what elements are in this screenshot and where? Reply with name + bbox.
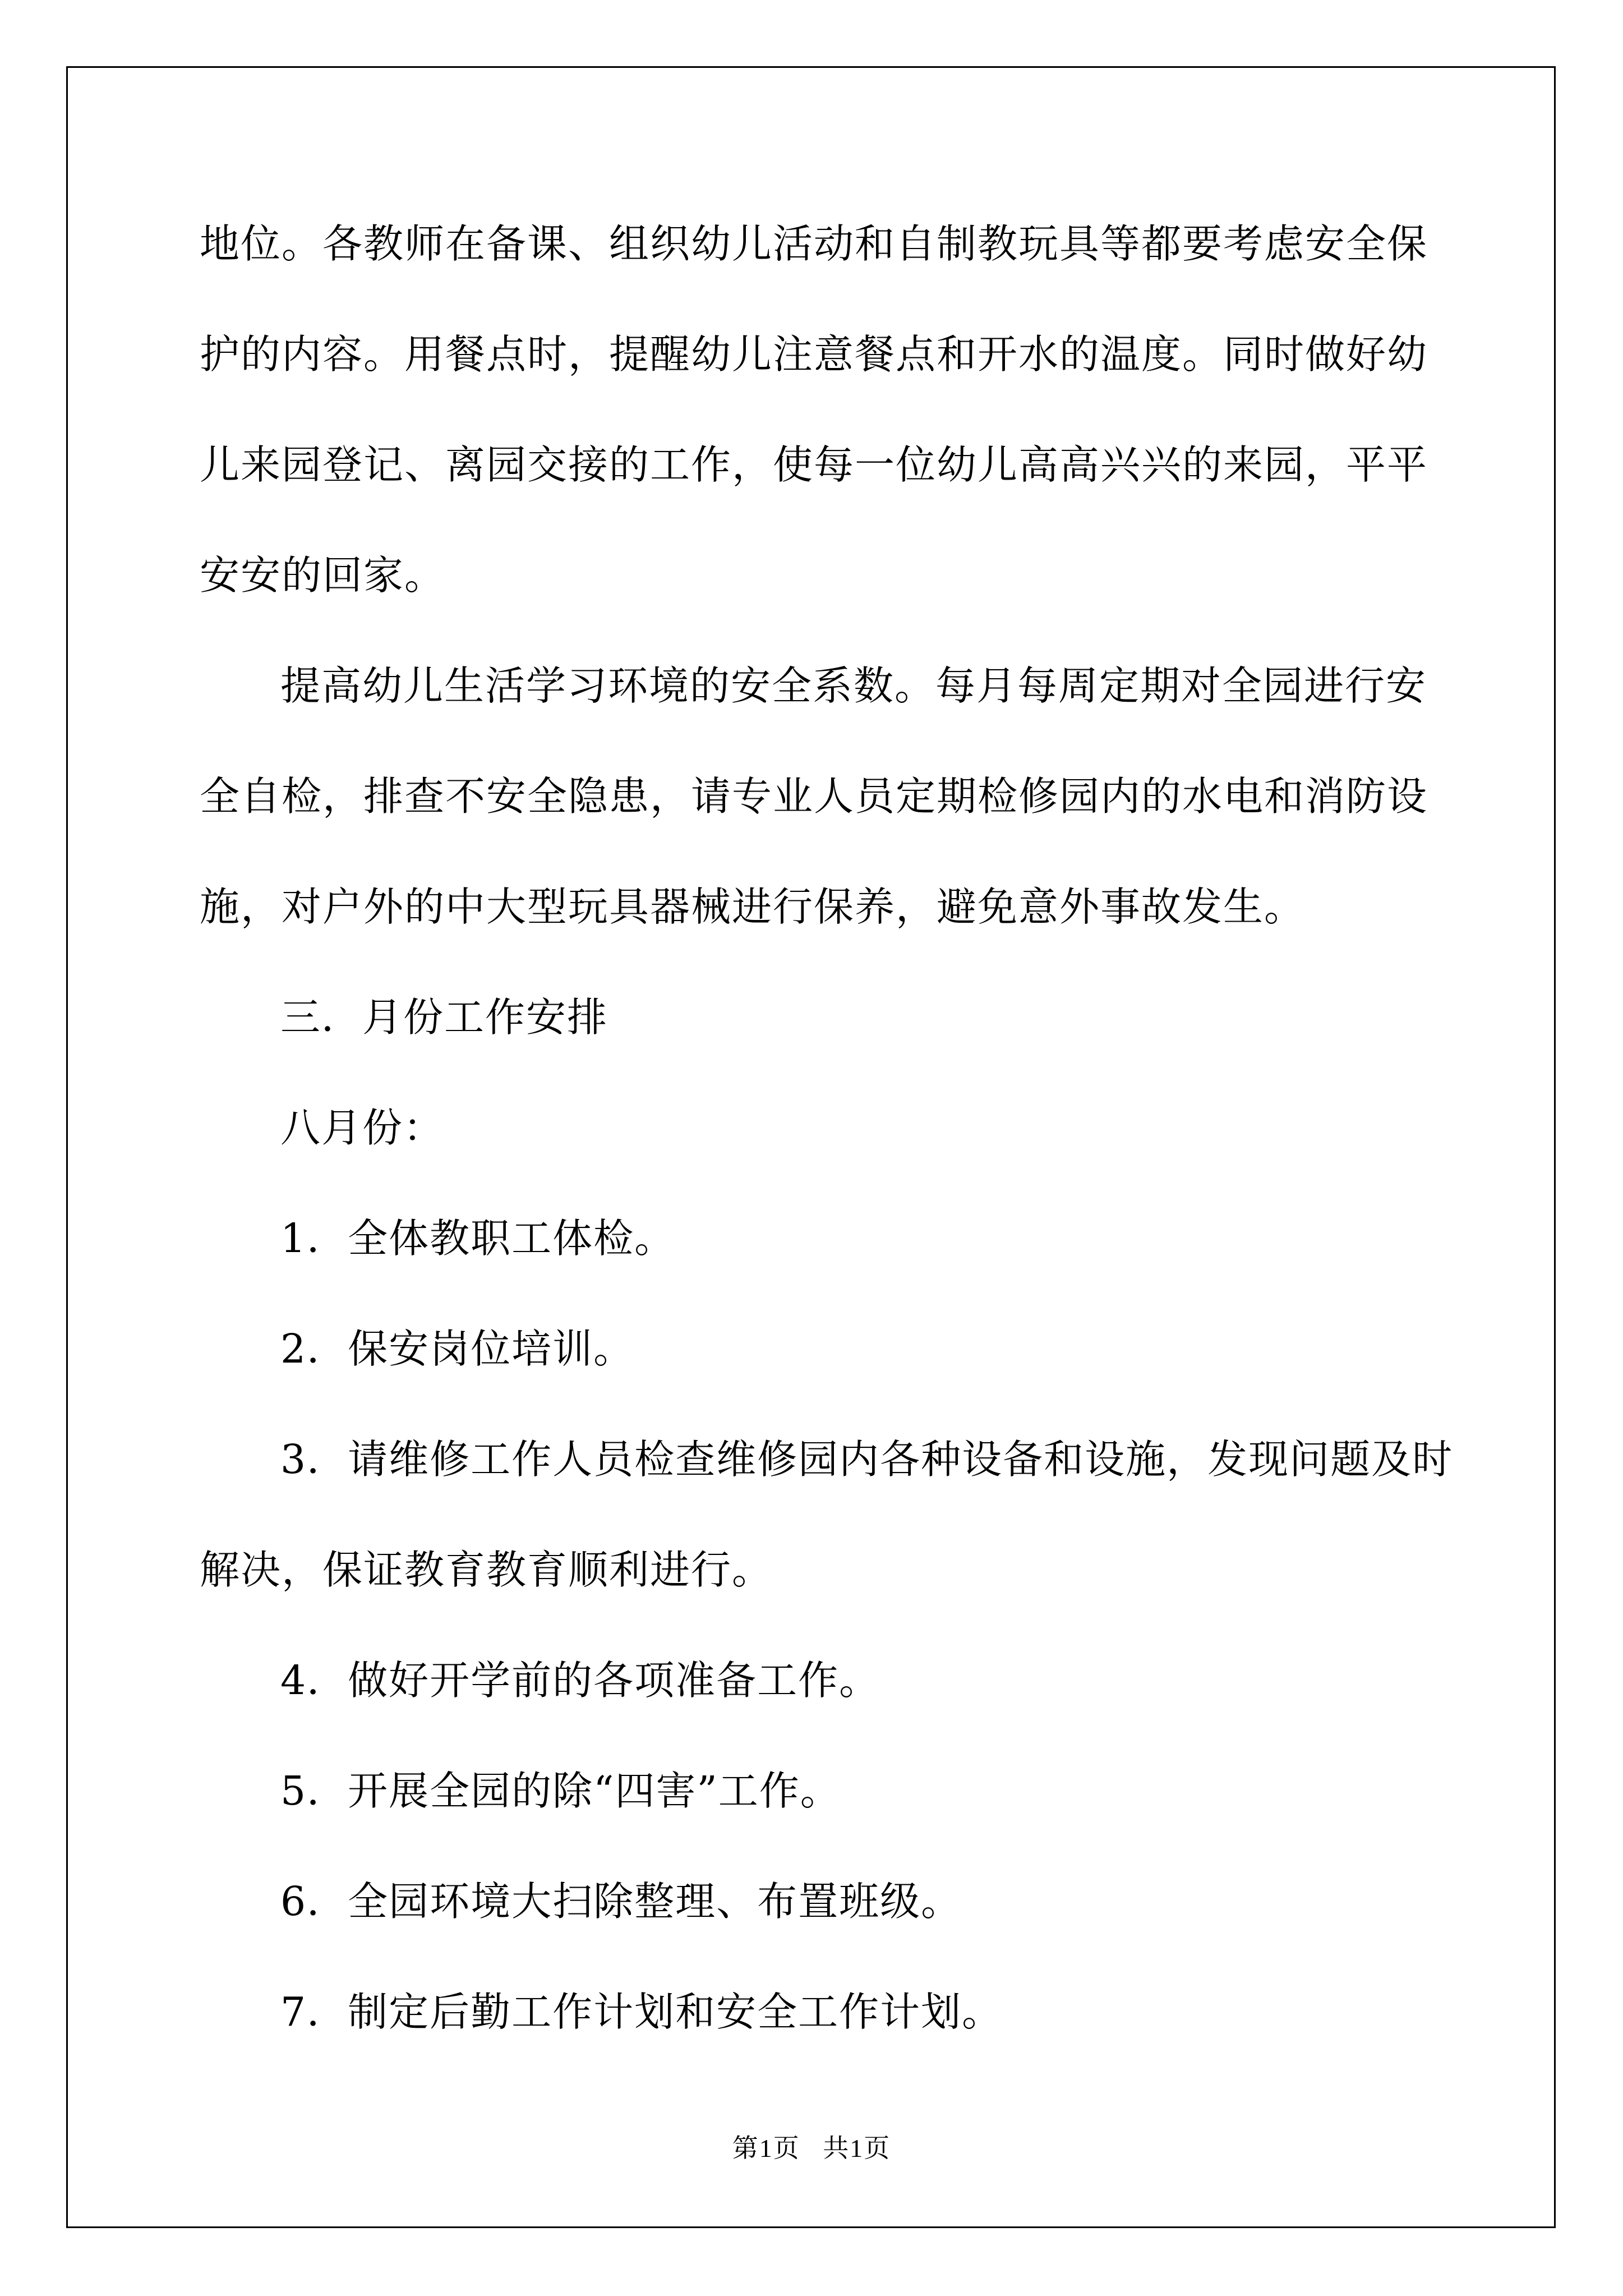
text-line: 安安的回家。 [200, 552, 446, 599]
text-line: 地位。各教师在备课、组织幼儿活动和自制教玩具等都要考虑安全保 [200, 220, 1428, 267]
list-item: 4．做好开学前的各项准备工作。 [280, 1657, 880, 1704]
text-line: 护的内容。用餐点时，提醒幼儿注意餐点和开水的温度。同时做好幼 [200, 331, 1428, 378]
list-item: 7．制定后勤工作计划和安全工作计划。 [280, 1989, 1003, 2035]
text-line: 儿来园登记、离园交接的工作，使每一位幼儿高高兴兴的来园，平平 [200, 441, 1428, 488]
section-heading: 三．月份工作安排 [280, 994, 608, 1041]
list-item: 5．开展全园的除“四害”工作。 [280, 1768, 841, 1814]
document-body [200, 216, 1454, 2040]
list-item: 3．请维修工作人员检查维修园内各种设备和设施，发现问题及时 [280, 1436, 1454, 1483]
page-footer: 第1页 共1页 [732, 2134, 891, 2162]
list-item: 6．全园环境大扫除整理、布置班级。 [280, 1878, 962, 1925]
list-item: 1．全体教职工体检。 [280, 1215, 676, 1262]
text-line: 提高幼儿生活学习环境的安全系数。每月每周定期对全园进行安 [280, 662, 1427, 709]
list-item-continuation: 解决，保证教育教育顺利进行。 [200, 1547, 773, 1593]
text-line: 全自检，排查不安全隐患，请专业人员定期检修园内的水电和消防设 [200, 773, 1428, 820]
subsection-heading: 八月份： [280, 1105, 445, 1151]
list-item: 2．保安岗位培训。 [280, 1326, 635, 1372]
text-line: 施，对户外的中大型玩具器械进行保养，避免意外事故发生。 [200, 884, 1306, 930]
